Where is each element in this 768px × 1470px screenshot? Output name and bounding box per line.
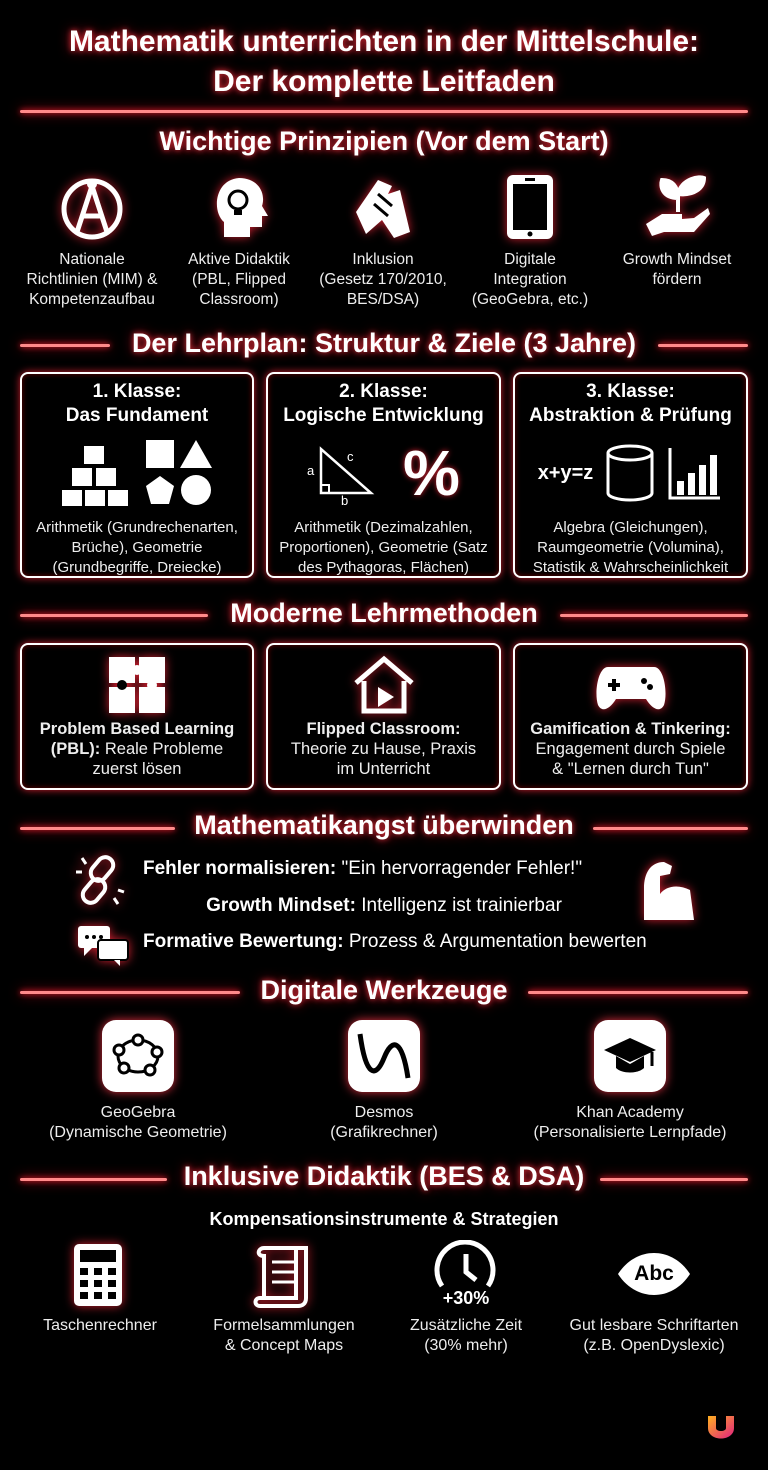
- principle-label: Digitale Integration (GeoGebra, etc.): [471, 251, 589, 308]
- compass-icon: [42, 172, 142, 242]
- tool-label-geogebra: GeoGebra (Dynamische Geometrie): [49, 1104, 227, 1141]
- grade-3-card: 3. Klasse: Abstraktion & Prüfung x+y=z Algebra (Gleichungen), Raumgeometrie (Volumina), Statistik & Wahrscheinlichkeit: [513, 372, 748, 578]
- principle-label: Aktive Didaktik (PBL, Flipped Classroom): [188, 251, 290, 308]
- divider: [20, 110, 748, 113]
- gamification-card: Gamification & Tinkering: Engagement durch Spiele & "Lernen durch Tun": [513, 643, 748, 790]
- right-triangle-icon: a c b: [307, 443, 377, 503]
- inclusive-label: Taschenrechner: [43, 1317, 157, 1334]
- equation-text: x+y=z: [537, 461, 594, 484]
- clock-plus-icon: +30%: [430, 1240, 502, 1312]
- tablet-icon: [480, 172, 580, 242]
- head-lightbulb-icon: [189, 172, 289, 242]
- percent-icon: %: [403, 437, 460, 509]
- tool-label-desmos: Desmos (Grafikrechner): [330, 1104, 438, 1141]
- calculator-icon: [70, 1242, 126, 1308]
- tools-heading: Digitale Werkzeuge: [260, 975, 508, 1005]
- brand-logo-icon: [704, 1410, 738, 1449]
- chat-bubbles-icon: [76, 924, 130, 968]
- desmos-app-icon[interactable]: [348, 1020, 420, 1092]
- anxiety-row: Formative Bewertung: Prozess & Argumentation bewerten: [143, 931, 647, 952]
- curriculum-heading: Der Lehrplan: Struktur & Ziele (3 Jahre): [131, 328, 637, 358]
- puzzle-icon: [22, 653, 252, 719]
- grade-2-card: 2. Klasse: Logische Entwicklung a c b % Arithmetik (Dezimalzahlen, Proportionen), Geometrie (Satz des Pythagoras, Flächen): [266, 372, 501, 578]
- blocks-shapes-icon: [22, 428, 252, 518]
- house-play-icon: [268, 653, 499, 719]
- principles-heading: Wichtige Prinzipien (Vor dem Start): [159, 126, 609, 156]
- inclusive-label: Formelsammlungen & Concept Maps: [213, 1317, 355, 1354]
- khan-academy-app-icon[interactable]: [594, 1020, 666, 1092]
- cylinder-icon: [605, 443, 655, 503]
- scroll-icon: [250, 1242, 316, 1308]
- plant-hand-icon: [627, 172, 727, 242]
- tool-label-khan-academy: Khan Academy (Personalisierte Lernpfade): [533, 1104, 727, 1141]
- handshake-icon: [333, 172, 433, 242]
- principle-label: Growth Mindset fördern: [622, 251, 732, 288]
- geogebra-app-icon[interactable]: [102, 1020, 174, 1092]
- gamepad-icon: [515, 653, 746, 719]
- inclusive-label: Gut lesbare Schriftarten (z.B. OpenDyslexic): [569, 1317, 739, 1354]
- flipped-classroom-card: Flipped Classroom: Theorie zu Hause, Praxis im Unterricht: [266, 643, 501, 790]
- grade-1-card: 1. Klasse: Das Fundament Arithmetik (Grundrechenarten, Brüche), Geometrie (Grundbegriffe, Dreiecke): [20, 372, 254, 578]
- principle-label: Inklusion (Gesetz 170/2010, BES/DSA): [319, 251, 447, 308]
- anxiety-row: Fehler normalisieren: "Ein hervorragender Fehler!": [143, 858, 583, 879]
- principle-label: Nationale Richtlinien (MIM) & Kompetenzaufbau: [26, 251, 158, 308]
- pbl-card: Problem Based Learning (PBL): Reale Probleme zuerst lösen: [20, 643, 254, 790]
- methods-heading: Moderne Lehrmethoden: [230, 598, 538, 628]
- inclusive-heading: Inklusive Didaktik (BES & DSA): [183, 1161, 585, 1191]
- eye-abc-icon: Abc: [616, 1250, 692, 1298]
- anxiety-heading: Mathematikangst überwinden: [194, 810, 574, 840]
- page-title: Mathematik unterrichten in der Mittelschule: Der komplette Leitfaden: [68, 25, 700, 98]
- inclusive-subheading: Kompensationsinstrumente & Strategien: [209, 1209, 559, 1229]
- anxiety-row: Growth Mindset: Intelligenz ist trainierbar: [206, 895, 562, 916]
- bar-chart-icon: [667, 445, 723, 501]
- inclusive-label: Zusätzliche Zeit (30% mehr): [409, 1317, 523, 1354]
